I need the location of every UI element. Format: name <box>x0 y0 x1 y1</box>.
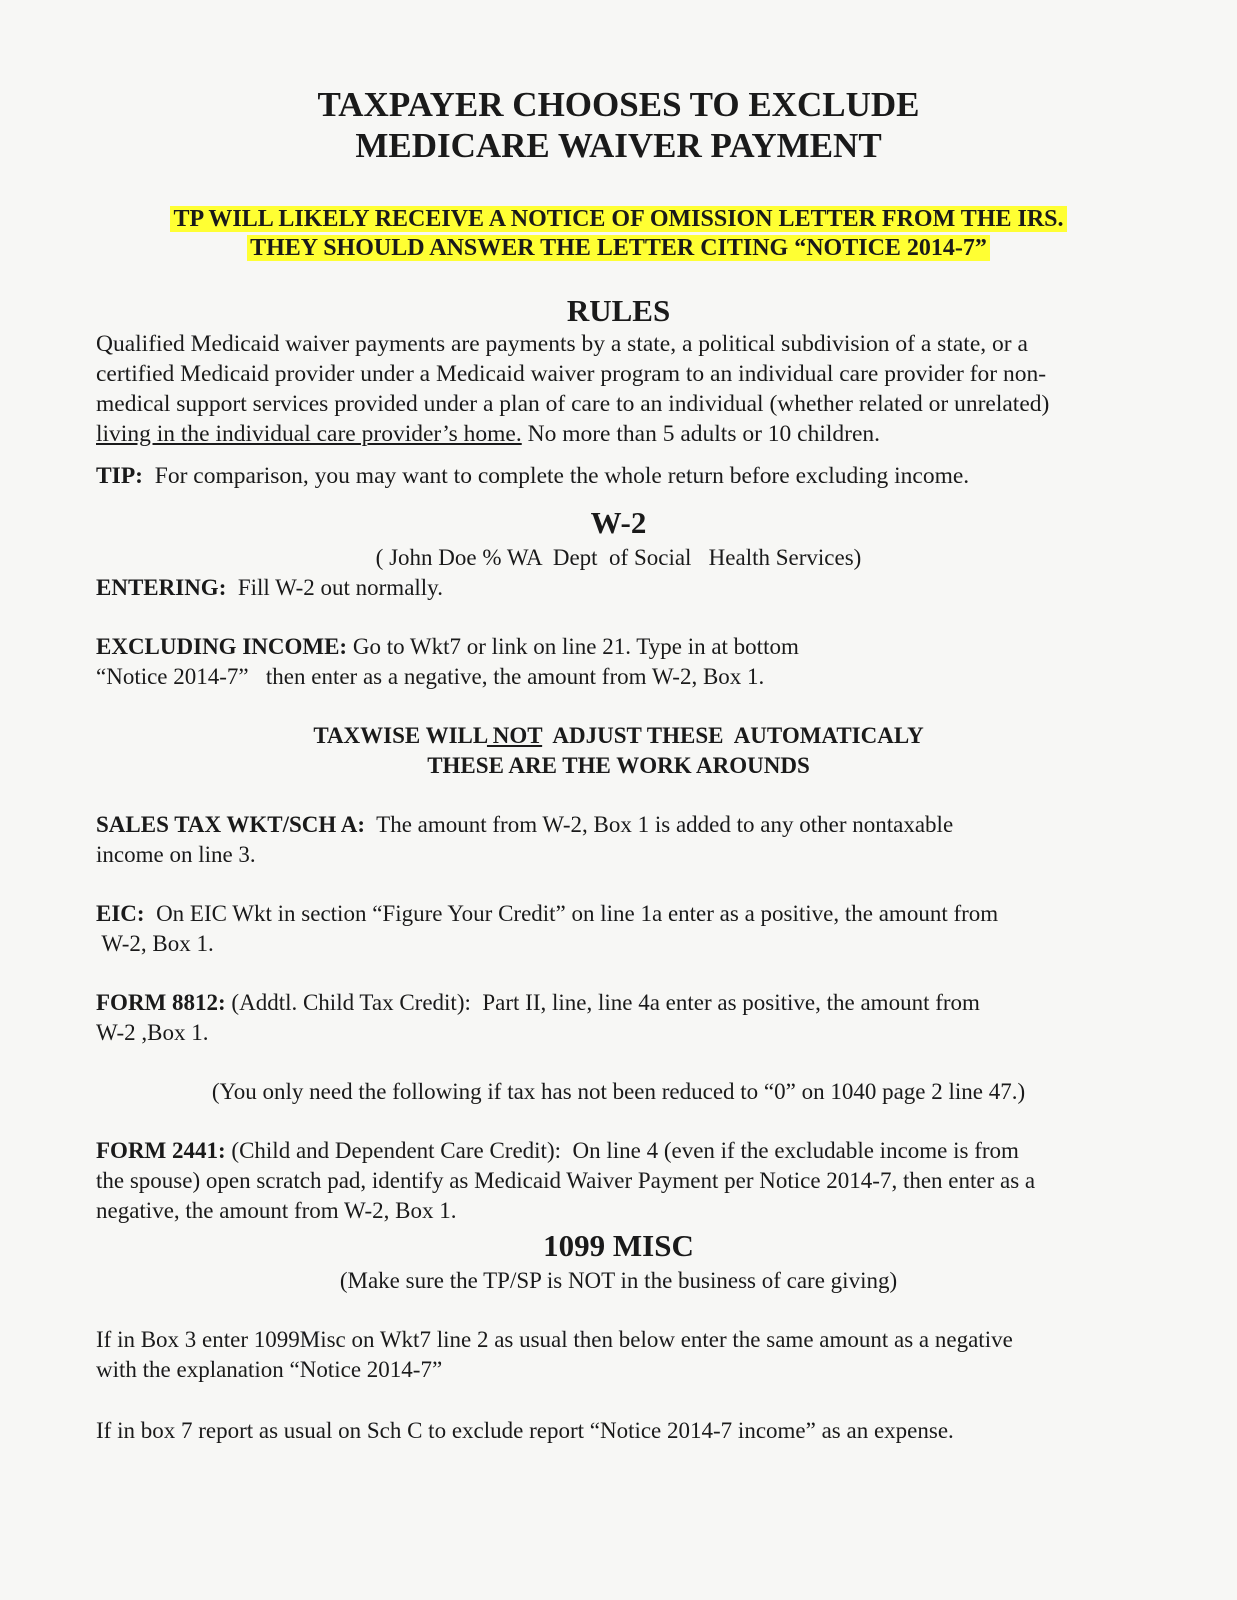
entering-text: Fill W-2 out normally. <box>226 575 443 600</box>
tip-line <box>96 461 969 491</box>
rules-line-3: medical support services provided under a plan of care to an individual (whether related or unrelated) <box>96 391 1050 417</box>
eic-text-1: On EIC Wkt in section “Figure Your Credit” on line 1a enter as a positive, the amount from <box>144 901 999 926</box>
rules-line-1: Qualified Medicaid waiver payments are payments by a state, a political subdivision of a state, or a <box>96 331 1028 357</box>
alert-highlight-2: THEY SHOULD ANSWER THE LETTER CITING “NOTICE 2014-7” <box>247 235 990 261</box>
box7-line: If in box 7 report as usual on Sch C to exclude report “Notice 2014-7 income” as an expense. <box>96 1418 954 1443</box>
workarounds-line-1 <box>0 721 1237 751</box>
alert-line-1 <box>0 205 1237 234</box>
excluding-label: EXCLUDING INCOME: <box>96 634 348 659</box>
box3-line-2: with the explanation “Notice 2014-7” <box>96 1357 443 1382</box>
form2441-line-3: negative, the amount from W-2, Box 1. <box>96 1198 457 1223</box>
misc1099-heading: 1099 MISC <box>543 1228 694 1263</box>
tip-label: TIP: <box>96 463 143 489</box>
form8812-line-2: W-2 ,Box 1. <box>96 1020 209 1045</box>
excluding-line-1 <box>96 632 799 662</box>
eic-label: EIC: <box>96 901 145 926</box>
workarounds-not: NOT <box>486 723 543 748</box>
eic-line-2: W-2, Box 1. <box>96 931 214 956</box>
tip-text: For comparison, you may want to complete the whole return before excluding income. <box>143 463 970 489</box>
rules-heading: RULES <box>566 293 671 328</box>
w2-heading: W-2 <box>590 505 647 540</box>
form8812-text-1: (Addtl. Child Tax Credit): Part II, line, line 4a enter as positive, the amount from <box>225 990 980 1015</box>
workarounds-text-a: TAXWISE WILL <box>313 723 487 748</box>
sales-tax-text-1: The amount from W-2, Box 1 is added to any other nontaxable <box>365 812 954 837</box>
form2441-line-2: the spouse) open scratch pad, identify as Medicaid Waiver Payment per Notice 2014-7, then enter as a <box>96 1168 1036 1193</box>
form8812-line-1 <box>96 988 980 1018</box>
excluding-line-2: “Notice 2014-7” then enter as a negative, the amount from W-2, Box 1. <box>96 664 765 689</box>
alert-line-2 <box>0 234 1237 263</box>
entering-line <box>96 573 443 603</box>
workarounds-text-b: ADJUST THESE AUTOMATICALY <box>542 723 924 748</box>
excluding-text-1: Go to Wkt7 or link on line 21. Type in at bottom <box>347 634 799 659</box>
title-line-1: TAXPAYER CHOOSES TO EXCLUDE <box>317 85 920 124</box>
sales-tax-line-1 <box>96 810 953 840</box>
box3-line-1: If in Box 3 enter 1099Misc on Wkt7 line 2 as usual then below enter the same amount as a negative <box>96 1327 1013 1352</box>
alert-highlight-1: TP WILL LIKELY RECEIVE A NOTICE OF OMISSION LETTER FROM THE IRS. <box>170 206 1066 232</box>
sales-tax-line-2: income on line 3. <box>96 842 256 867</box>
sales-tax-label: SALES TAX WKT/SCH A: <box>96 812 366 837</box>
eic-line-1 <box>96 899 998 929</box>
form2441-text-1: (Child and Dependent Care Credit): On line 4 (even if the excludable income is from <box>225 1138 1019 1163</box>
title-line-2: MEDICARE WAIVER PAYMENT <box>355 126 882 165</box>
misc1099-subtitle: (Make sure the TP/SP is NOT in the business of care giving) <box>339 1268 898 1293</box>
form2441-line-1 <box>96 1136 1019 1166</box>
form2441-label: FORM 2441: <box>96 1138 226 1163</box>
conditional-note: (You only need the following if tax has not been reduced to “0” on 1040 page 2 line 47.) <box>211 1079 1026 1104</box>
rules-underlined-text: living in the individual care provider’s home. <box>96 421 522 447</box>
form8812-label: FORM 8812: <box>96 990 226 1015</box>
rules-line-4-rest: No more than 5 adults or 10 children. <box>521 421 881 447</box>
w2-subtitle: ( John Doe % WA Dept of Social Health Services) <box>375 545 862 570</box>
entering-label: ENTERING: <box>96 575 227 600</box>
rules-line-2: certified Medicaid provider under a Medicaid waiver program to an individual care provider for non- <box>96 361 1047 387</box>
workarounds-line-2: THESE ARE THE WORK AROUNDS <box>427 753 810 778</box>
rules-line-4 <box>96 419 880 449</box>
